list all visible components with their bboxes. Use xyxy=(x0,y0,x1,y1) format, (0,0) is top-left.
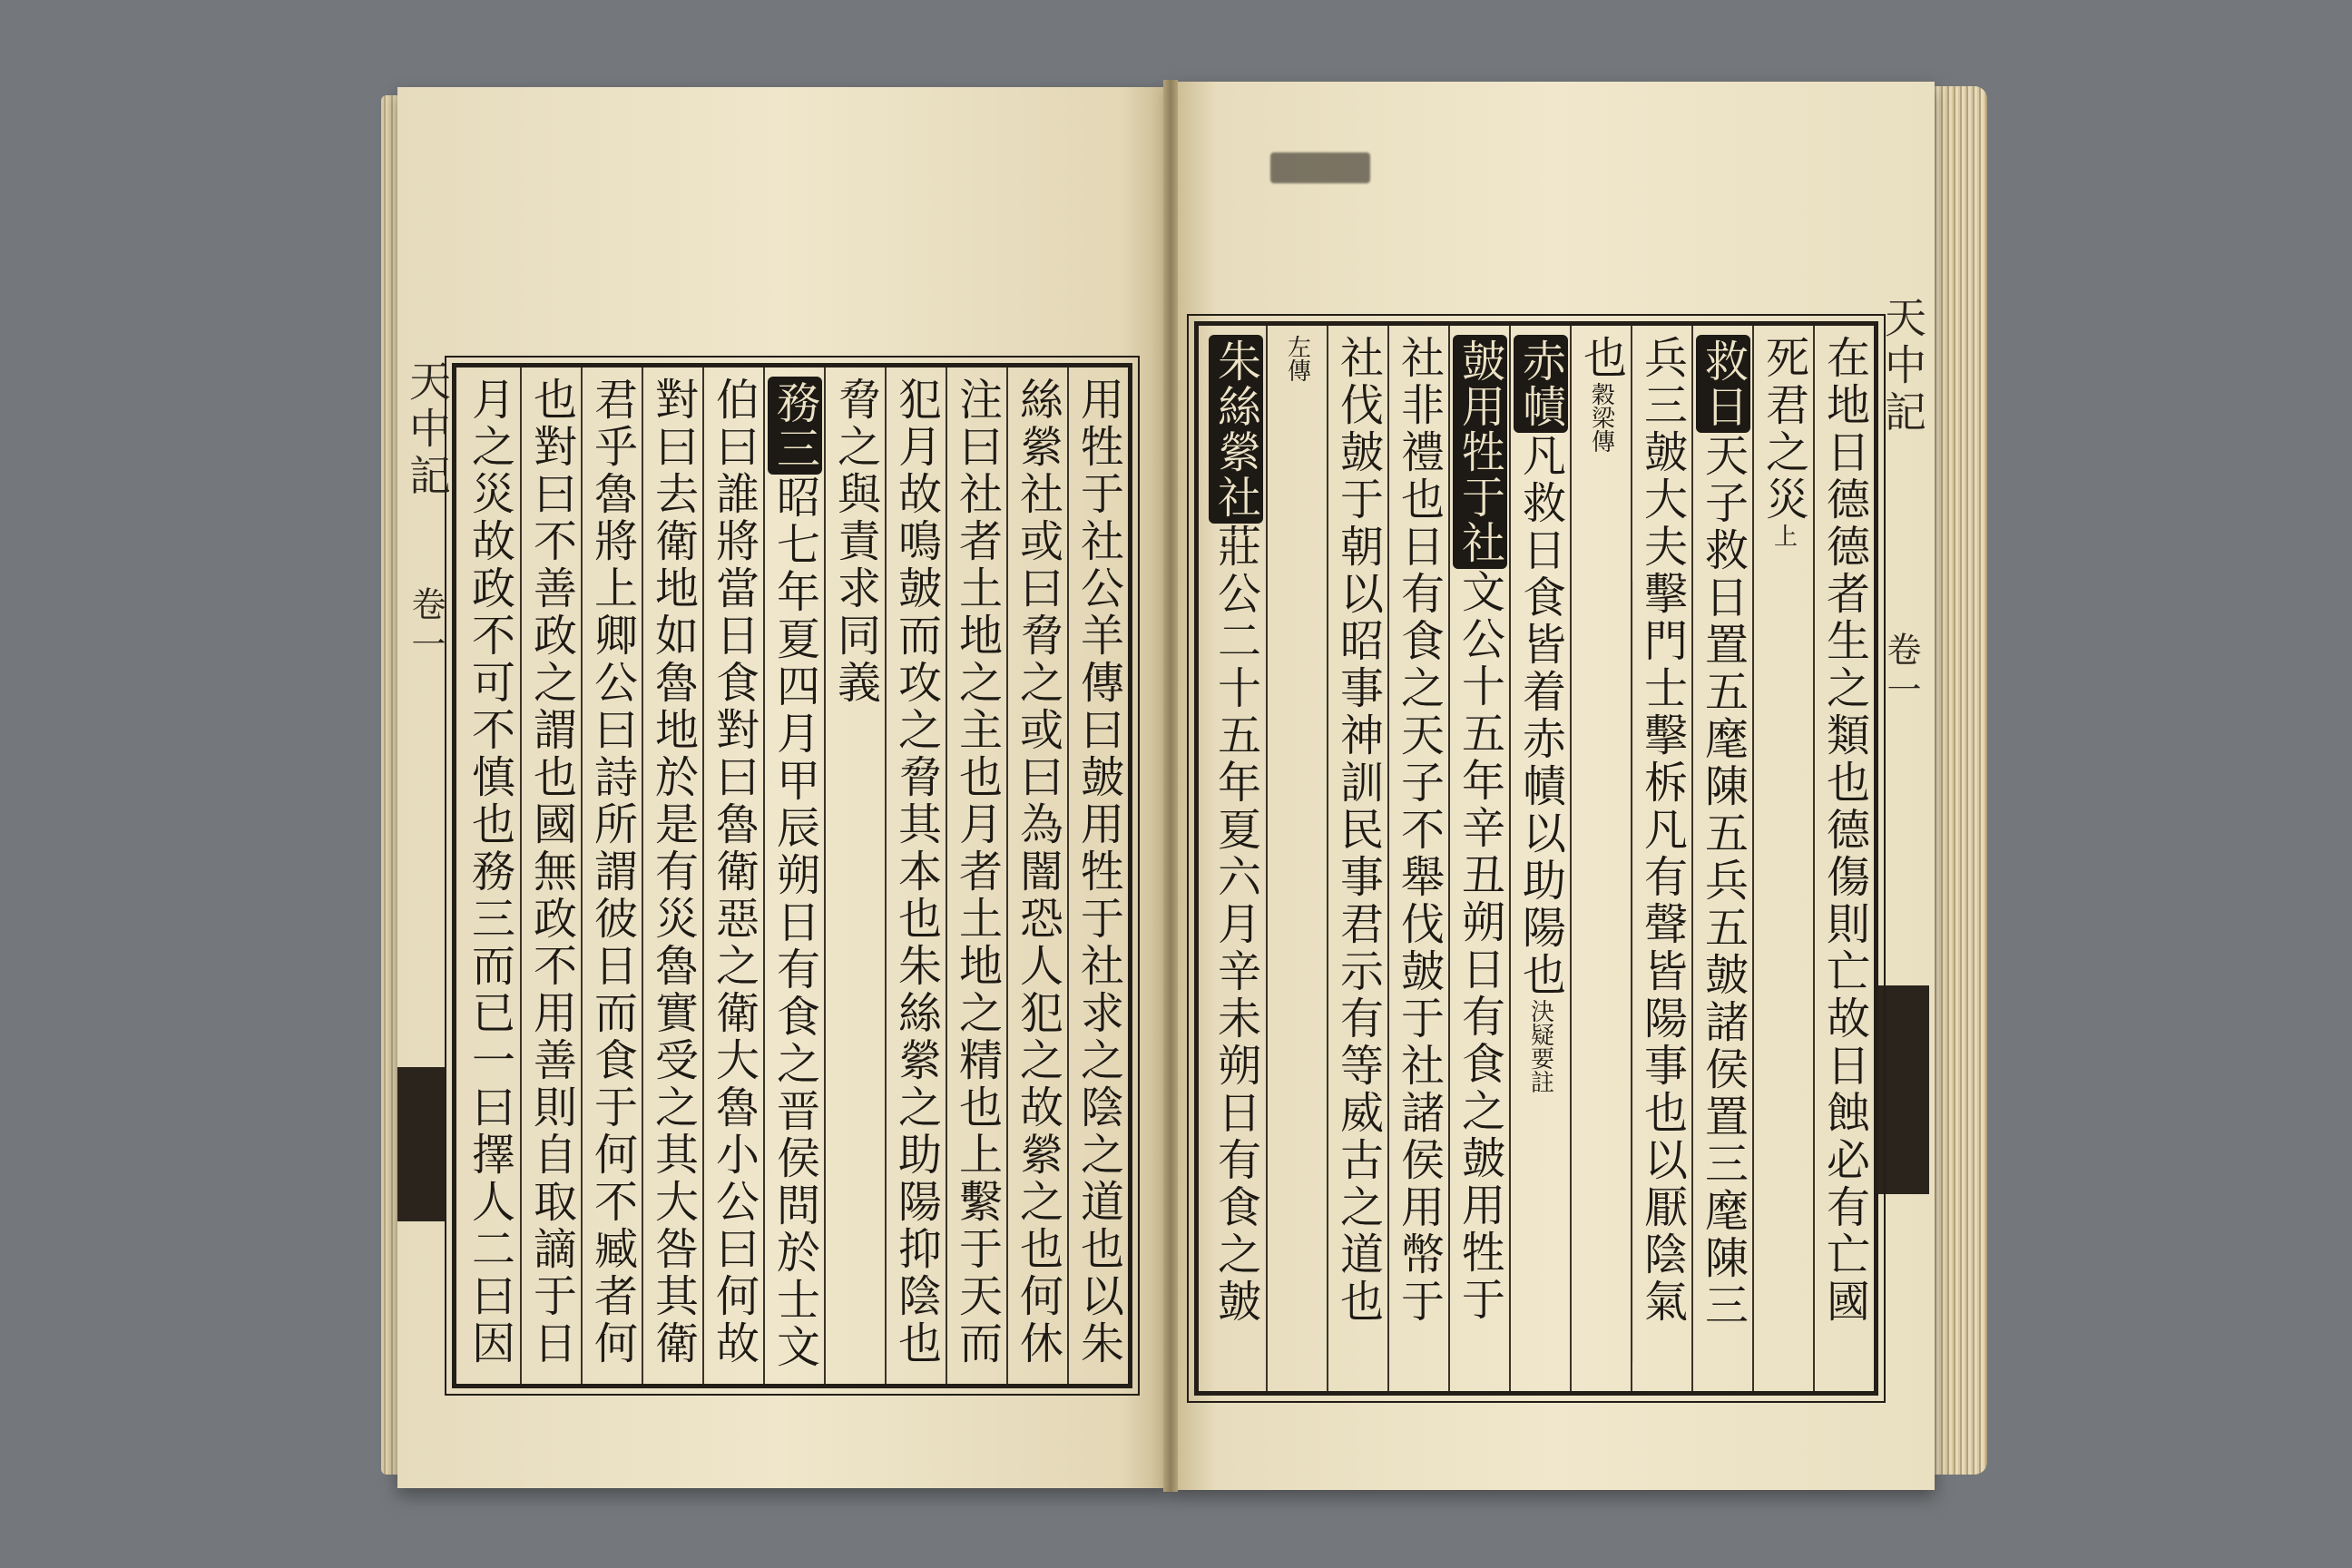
text-column: 絲縈社或曰脅之或曰為闇恐人犯之故縈之也何休 xyxy=(1006,368,1067,1384)
fish-tail-mark-right xyxy=(1878,985,1929,1194)
text-column: 朱絲縈社莊公二十五年夏六月辛未朔日有食之皷 xyxy=(1205,326,1266,1391)
text-column: 在地日德德者生之類也德傷則亡故日蝕必有亡國 xyxy=(1813,326,1874,1391)
entry-heading-tag: 救日 xyxy=(1696,335,1750,433)
text-column xyxy=(1266,326,1327,1391)
text-column: 君乎魯將上卿公曰詩所謂彼日而食于何不臧者何 xyxy=(581,368,642,1384)
text-column: 犯月故鳴皷而攻之脅其本也朱絲縈之助陽抑陰也 xyxy=(885,368,946,1384)
text-column: 社非禮也日有食之天子不舉伐皷于社諸侯用幣于 xyxy=(1387,326,1448,1391)
text-column: 伯曰誰將當日食對曰魯衛惡之衛大魯小公曰何故 xyxy=(702,368,763,1384)
text-column: 用牲于社公羊傳曰皷用牲于社求之陰之道也以朱 xyxy=(1067,368,1128,1384)
text-column: 注曰社者土地之主也月者土地之精也上繫于天而 xyxy=(946,368,1006,1384)
entry-heading-tag: 務三 xyxy=(768,377,822,475)
text-column: 救日天子救日置五麾陳五兵五皷諸侯置三麾陳三 xyxy=(1691,326,1752,1391)
source-note: 上 xyxy=(1769,524,1798,547)
source-note: 決疑要註 xyxy=(1526,999,1554,1093)
text-column: 皷用牲于社文公十五年辛丑朔日有食之皷用牲于 xyxy=(1448,326,1509,1391)
left-text-frame xyxy=(452,363,1132,1388)
text-column: 月之災故政不可不慎也務三而已一曰擇人二曰因 xyxy=(464,377,515,1367)
margin-title-left: 天中記 xyxy=(403,359,452,501)
margin-juan-right: 卷一 xyxy=(1881,632,1921,711)
margin-title-right: 天中記 xyxy=(1878,296,1927,437)
page-edge-right xyxy=(1933,86,1987,1475)
text-column: 脅之與責求同義 xyxy=(824,368,885,1384)
right-page-margin xyxy=(1873,296,1929,1385)
entry-heading-tag: 朱絲縈社 xyxy=(1209,335,1263,524)
ink-smudge xyxy=(1270,152,1370,183)
book-gutter xyxy=(1163,80,1178,1492)
left-columns xyxy=(456,368,1128,1384)
text-column: 也對曰不善政之謂也國無政不用善則自取謫于日 xyxy=(520,368,581,1384)
entry-heading-tag: 皷用牲于社 xyxy=(1453,335,1507,569)
text-column: 也穀梁傳 xyxy=(1570,326,1631,1391)
text-column: 務三昭七年夏四月甲辰朔日有食之晋侯問於士文 xyxy=(763,368,824,1384)
text-column: 社伐皷于朝以昭事神訓民事君示有等威古之道也 xyxy=(1327,326,1387,1391)
text-column: 對曰去衛地如魯地於是有災魯實受之其大咎其衛 xyxy=(642,368,702,1384)
right-columns xyxy=(1199,326,1874,1391)
fish-tail-mark-left xyxy=(397,1067,446,1221)
source-note: 左傳 xyxy=(1283,335,1311,382)
text-column: 兵三皷大夫擊門士擊柝凡有聲皆陽事也以厭陰氣 xyxy=(1631,326,1691,1391)
entry-heading-tag: 赤幘 xyxy=(1514,335,1568,433)
left-page-margin xyxy=(397,359,450,1381)
text-column: 赤幘凡救日食皆着赤幘以助陽也決疑要註 xyxy=(1509,326,1570,1391)
margin-juan-left: 卷一 xyxy=(406,586,446,666)
right-text-frame xyxy=(1194,321,1878,1396)
text-column: 死君之災上 xyxy=(1752,326,1813,1391)
source-note: 穀梁傳 xyxy=(1587,382,1615,453)
